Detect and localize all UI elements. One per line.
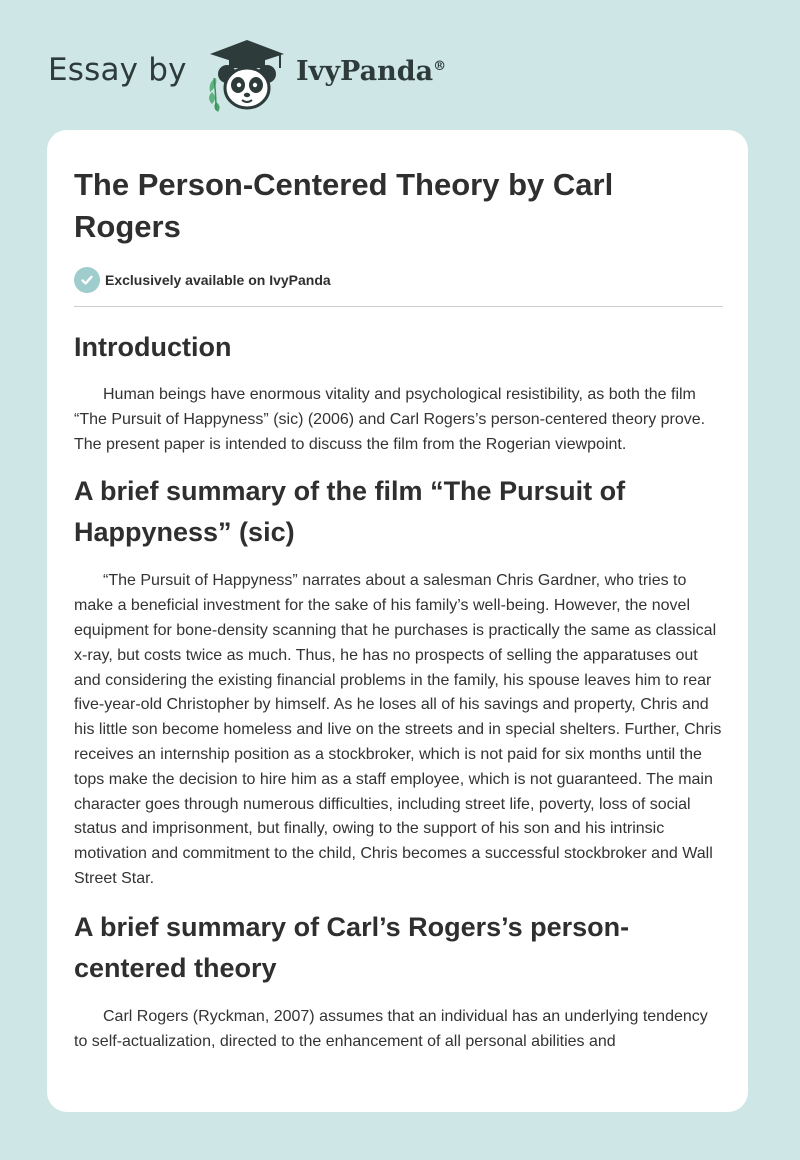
ivypanda-logo-icon[interactable] [202,32,292,112]
section-heading-theory-summary: A brief summary of Carl’s Rogers’s person-centered theory [74,911,630,983]
section-paragraph-theory-summary: Carl Rogers (Ryckman, 2007) assumes that an individual has an underlying tendency to self-actualization, directed to the enhancement of all personal abilities and [74,1007,708,1050]
essay-card [47,130,748,1112]
brand-label: IvyPanda [296,56,434,87]
trademark-symbol: ® [433,59,447,74]
essay-content [74,164,724,1054]
title-divider [74,306,723,307]
exclusive-label: Exclusively available on IvyPanda [105,272,331,288]
brand-name[interactable] [296,56,446,87]
section-paragraph-introduction: Human beings have enormous vitality and psychological resistibility, as both the film “The Pursuit of Happyness” (sic) (2006) and Carl Rogers’s person-centered theory prove. The present paper is intended to discuss the film from the Rogerian viewpoint. [74,386,706,453]
essay-by-label: Essay by [48,52,187,88]
essay-title: The Person-Centered Theory by Carl Rogers [74,167,614,244]
section-heading-film-summary: A brief summary of the film “The Pursuit of Happyness” (sic) [74,476,626,548]
check-circle-icon [74,267,100,293]
exclusive-badge [74,266,724,294]
section-heading-introduction: Introduction [74,332,232,362]
site-header [48,32,508,112]
section-paragraph-film-summary: “The Pursuit of Happyness” narrates about a salesman Chris Gardner, who tries to make a beneficial investment for the sake of his family’s well-being. However, the novel equipment for bone-density scanning that he purchases is practically the same as classical x-ray, but costs twice as much. Thus, he has no prospects of selling the apparatuses out and considering the existing financial problems in the family, his spouse leaves him to rear five-year-old Christopher by himself. As he loses all of his savings and property, Chris and his little son become homeless and live on the streets and in special shelters. Further, Chris receives an internship position as a stockbroker, which is not paid for six months until the tops make the decision to hire him as a staff employee, which is not guaranteed. The main character goes through numerous difficulties, including street life, poverty, loss of social status and imprisonment, but finally, owing to the support of his son and his intrinsic motivation and commitment to the child, Chris becomes a successful stockbroker and Wall Street Star. [74,572,722,887]
